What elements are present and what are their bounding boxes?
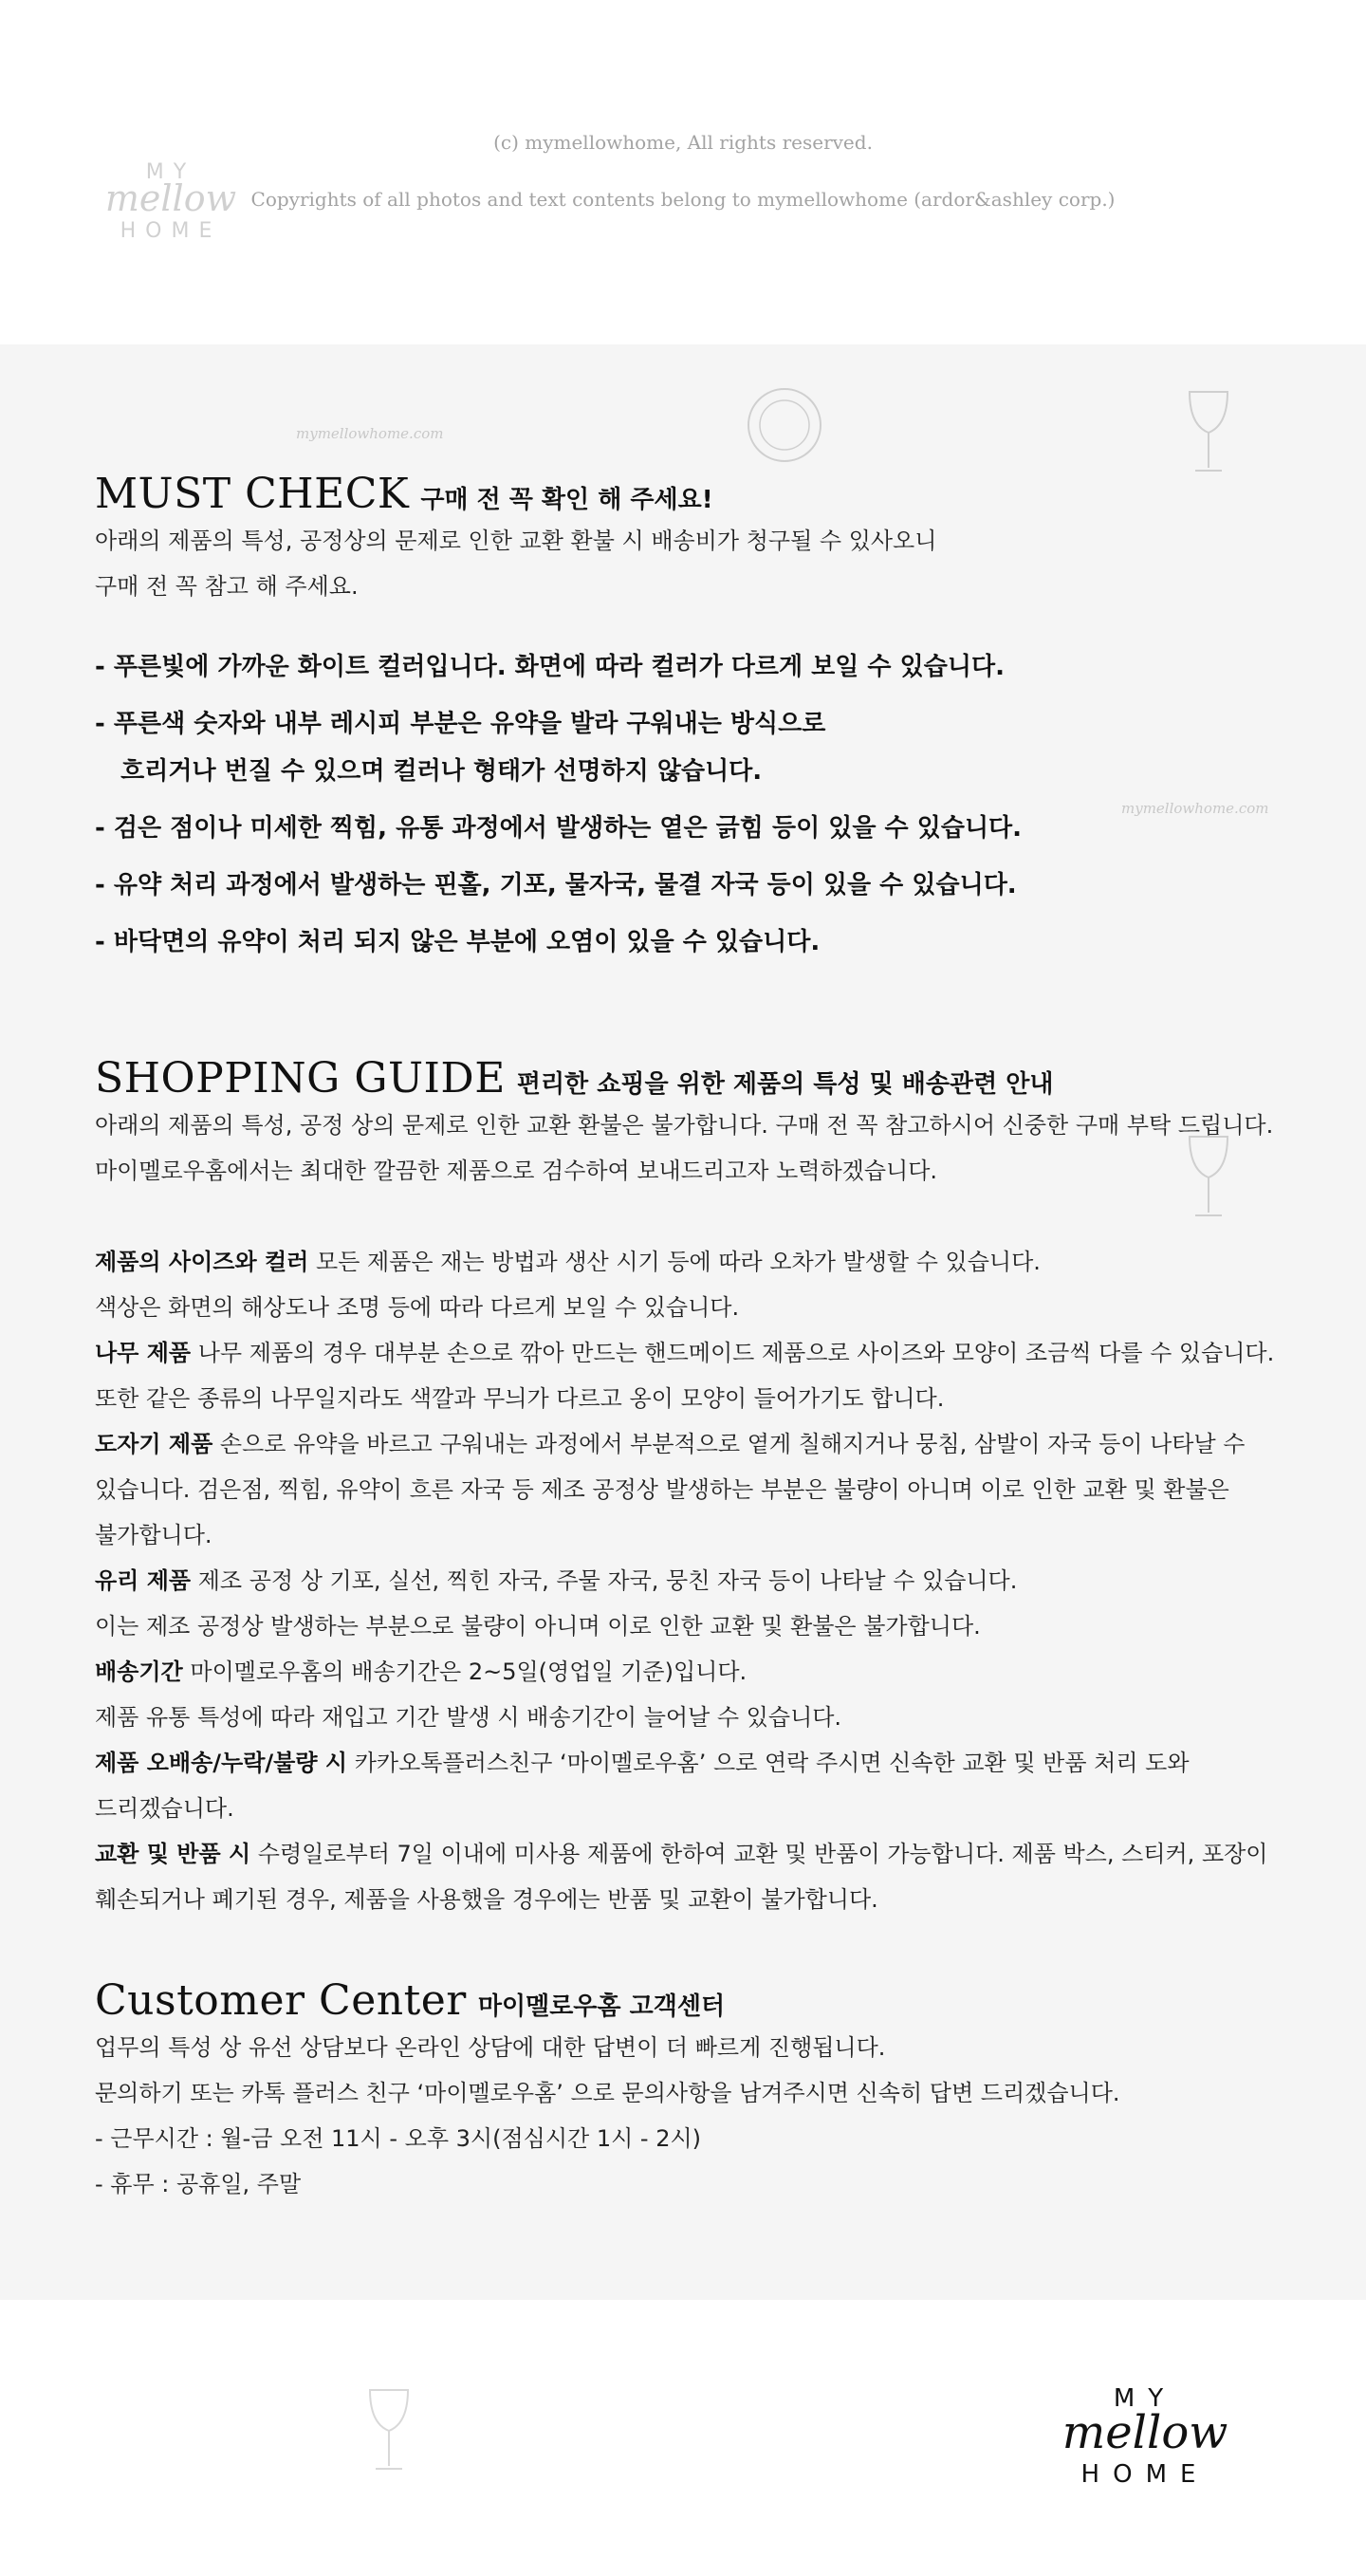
watermark-site-text: mymellowhome.com	[1121, 800, 1269, 817]
must-check-section	[95, 470, 1319, 966]
size-color-label: 제품의 사이즈와 컬러	[95, 1249, 309, 1275]
glass-label: 유리 제품	[95, 1567, 192, 1594]
must-check-item	[95, 700, 1319, 795]
must-check-item: - 바닥면의 유약이 처리 되지 않은 부분에 오염이 있을 수 있습니다.	[95, 928, 821, 956]
error-line2: 드리겠습니다.	[95, 1795, 234, 1822]
customer-center-subtitle: 마이멜로우홈 고객센터	[477, 1992, 726, 2021]
brand-logo-top: MY	[1113, 2384, 1177, 2413]
must-check-item-line: - 푸른색 숫자와 내부 레시피 부분은 유약을 발라 구워내는 방식으로	[95, 710, 826, 738]
error-text: 카카오톡플러스친구 ‘마이멜로우홈’ 으로 연락 주시면 신속한 교환 및 반품 처리 도와	[347, 1750, 1190, 1776]
glass-text: 제조 공정 상 기포, 실선, 찍힌 자국, 주물 자국, 뭉친 자국 등이 나타날 수 있습니다.	[191, 1567, 1018, 1594]
ceramic-line	[95, 1421, 1319, 1467]
must-check-list	[95, 643, 1319, 966]
watermark-logo	[66, 152, 275, 304]
shopping-guide-section	[95, 1054, 1319, 1922]
glass-line	[95, 1558, 1319, 1603]
watermark-site-text: mymellowhome.com	[296, 425, 444, 442]
wine-glass-watermark-icon	[1180, 387, 1237, 482]
watermark-logo-script: mellow	[104, 177, 237, 219]
shopping-guide-title: SHOPPING GUIDE	[95, 1054, 506, 1103]
return-label: 교환 및 반품 시	[95, 1841, 251, 1867]
wood-text: 나무 제품의 경우 대부분 손으로 깎아 만드는 핸드메이드 제품으로 사이즈와 모양이 조금씩 다를 수 있습니다.	[191, 1340, 1275, 1366]
must-check-subtitle: 구매 전 꼭 확인 해 주세요!	[420, 486, 713, 514]
shopping-guide-intro-line: 마이멜로우홈에서는 최대한 깔끔한 제품으로 검수하여 보내드리고자 노력하겠습니다.	[95, 1158, 938, 1184]
delivery-line	[95, 1649, 1319, 1695]
must-check-title: MUST CHECK	[95, 470, 410, 518]
delivery-line2: 제품 유통 특성에 따라 재입고 기간 발생 시 배송기간이 늘어날 수 있습니다.	[95, 1704, 842, 1731]
ceramic-label: 도자기 제품	[95, 1431, 213, 1457]
size-color-line2: 색상은 화면의 해상도나 조명 등에 따라 다르게 보일 수 있습니다.	[95, 1294, 740, 1321]
ceramic-text: 손으로 유약을 바르고 구워내는 과정에서 부분적으로 옅게 칠해지거나 뭉침, 삼발이 자국 등이 나타날 수	[212, 1431, 1246, 1457]
must-check-intro-line: 아래의 제품의 특성, 공정상의 문제로 인한 교환 환불 시 배송비가 청구될 수 있사오니	[95, 528, 937, 554]
must-check-intro-line: 구매 전 꼭 참고 해 주세요.	[95, 573, 359, 600]
delivery-label: 배송기간	[95, 1659, 183, 1685]
wood-label: 나무 제품	[95, 1340, 192, 1366]
customer-center-section	[95, 1976, 1319, 2207]
error-line	[95, 1740, 1319, 1786]
delivery-text: 마이멜로우홈의 배송기간은 2~5일(영업일 기준)입니다.	[182, 1659, 748, 1685]
must-check-item-line: 흐리거나 번질 수 있으며 컬러나 형태가 선명하지 않습니다.	[95, 757, 763, 786]
size-color-text: 모든 제품은 재는 방법과 생산 시기 등에 따라 오차가 발생할 수 있습니다.	[308, 1249, 1041, 1275]
shopping-guide-heading	[95, 1054, 1319, 1103]
must-check-item: - 유약 처리 과정에서 발생하는 핀홀, 기포, 물자국, 물결 자국 등이 있을 수 있습니다.	[95, 871, 1017, 899]
top-footer-area	[0, 0, 1366, 344]
watermark-logo-top: MY	[145, 160, 196, 184]
customer-center-title: Customer Center	[95, 1976, 467, 2025]
watermark-logo-bottom: HOME	[120, 219, 222, 243]
brand-logo	[1007, 2374, 1283, 2497]
glass-line2: 이는 제조 공정상 발생하는 부분으로 불량이 아니며 이로 인한 교환 및 환불은 불가합니다.	[95, 1613, 981, 1640]
wood-line	[95, 1330, 1319, 1376]
brand-logo-script: mellow	[1061, 2406, 1228, 2459]
customer-center-line: 업무의 특성 상 유선 상담보다 온라인 상담에 대한 답변이 더 빠르게 진행됩니다.	[95, 2034, 886, 2061]
ceramic-line3: 불가합니다.	[95, 1522, 212, 1548]
return-line	[95, 1831, 1319, 1877]
customer-center-line: - 휴무 : 공휴일, 주말	[95, 2171, 302, 2197]
must-check-heading	[95, 470, 1319, 518]
brand-logo-bottom: HOME	[1080, 2460, 1209, 2489]
must-check-item: - 검은 점이나 미세한 찍힘, 유통 과정에서 발생하는 옅은 긁힘 등이 있을 수 있습니다.	[95, 814, 1023, 843]
customer-center-line: - 근무시간 : 월-금 오전 11시 - 오후 3시(점심시간 1시 - 2시)	[95, 2125, 702, 2152]
wood-line2: 또한 같은 종류의 나무일지라도 색깔과 무늬가 다르고 옹이 모양이 들어가기도 합니다.	[95, 1385, 945, 1412]
customer-center-heading	[95, 1976, 1319, 2025]
wine-glass-watermark-icon	[360, 2385, 417, 2480]
copyright-text: Copyrights of all photos and text contents belong to mymellowhome (ardor&ashley corp.)	[250, 188, 1116, 211]
shopping-guide-intro-line: 아래의 제품의 특성, 공정 상의 문제로 인한 교환 환불은 불가합니다. 구매 전 꼭 참고하시어 신중한 구매 부탁 드립니다.	[95, 1112, 1274, 1139]
must-check-item: - 푸른빛에 가까운 화이트 컬러입니다. 화면에 따라 컬러가 다르게 보일 수 있습니다.	[95, 653, 1005, 681]
ceramic-line2: 있습니다. 검은점, 찍힘, 유약이 흐른 자국 등 제조 공정상 발생하는 부분은 불량이 아니며 이로 인한 교환 및 환불은	[95, 1476, 1229, 1503]
plate-watermark-icon	[742, 382, 827, 468]
return-text: 수령일로부터 7일 이내에 미사용 제품에 한하여 교환 및 반품이 가능합니다. 제품 박스, 스티커, 포장이	[250, 1841, 1268, 1867]
error-label: 제품 오배송/누락/불량 시	[95, 1750, 348, 1776]
customer-center-line: 문의하기 또는 카톡 플러스 친구 ‘마이멜로우홈’ 으로 문의사항을 남겨주시면 신속히 답변 드리겠습니다.	[95, 2080, 1120, 2106]
shopping-guide-subtitle: 편리한 쇼핑을 위한 제품의 특성 및 배송관련 안내	[516, 1070, 1054, 1099]
size-color-line	[95, 1239, 1319, 1285]
rights-text: (c) mymellowhome, All rights reserved.	[493, 131, 873, 154]
return-line2: 훼손되거나 폐기된 경우, 제품을 사용했을 경우에는 반품 및 교환이 불가합니다.	[95, 1886, 878, 1913]
info-panel	[0, 344, 1366, 2300]
